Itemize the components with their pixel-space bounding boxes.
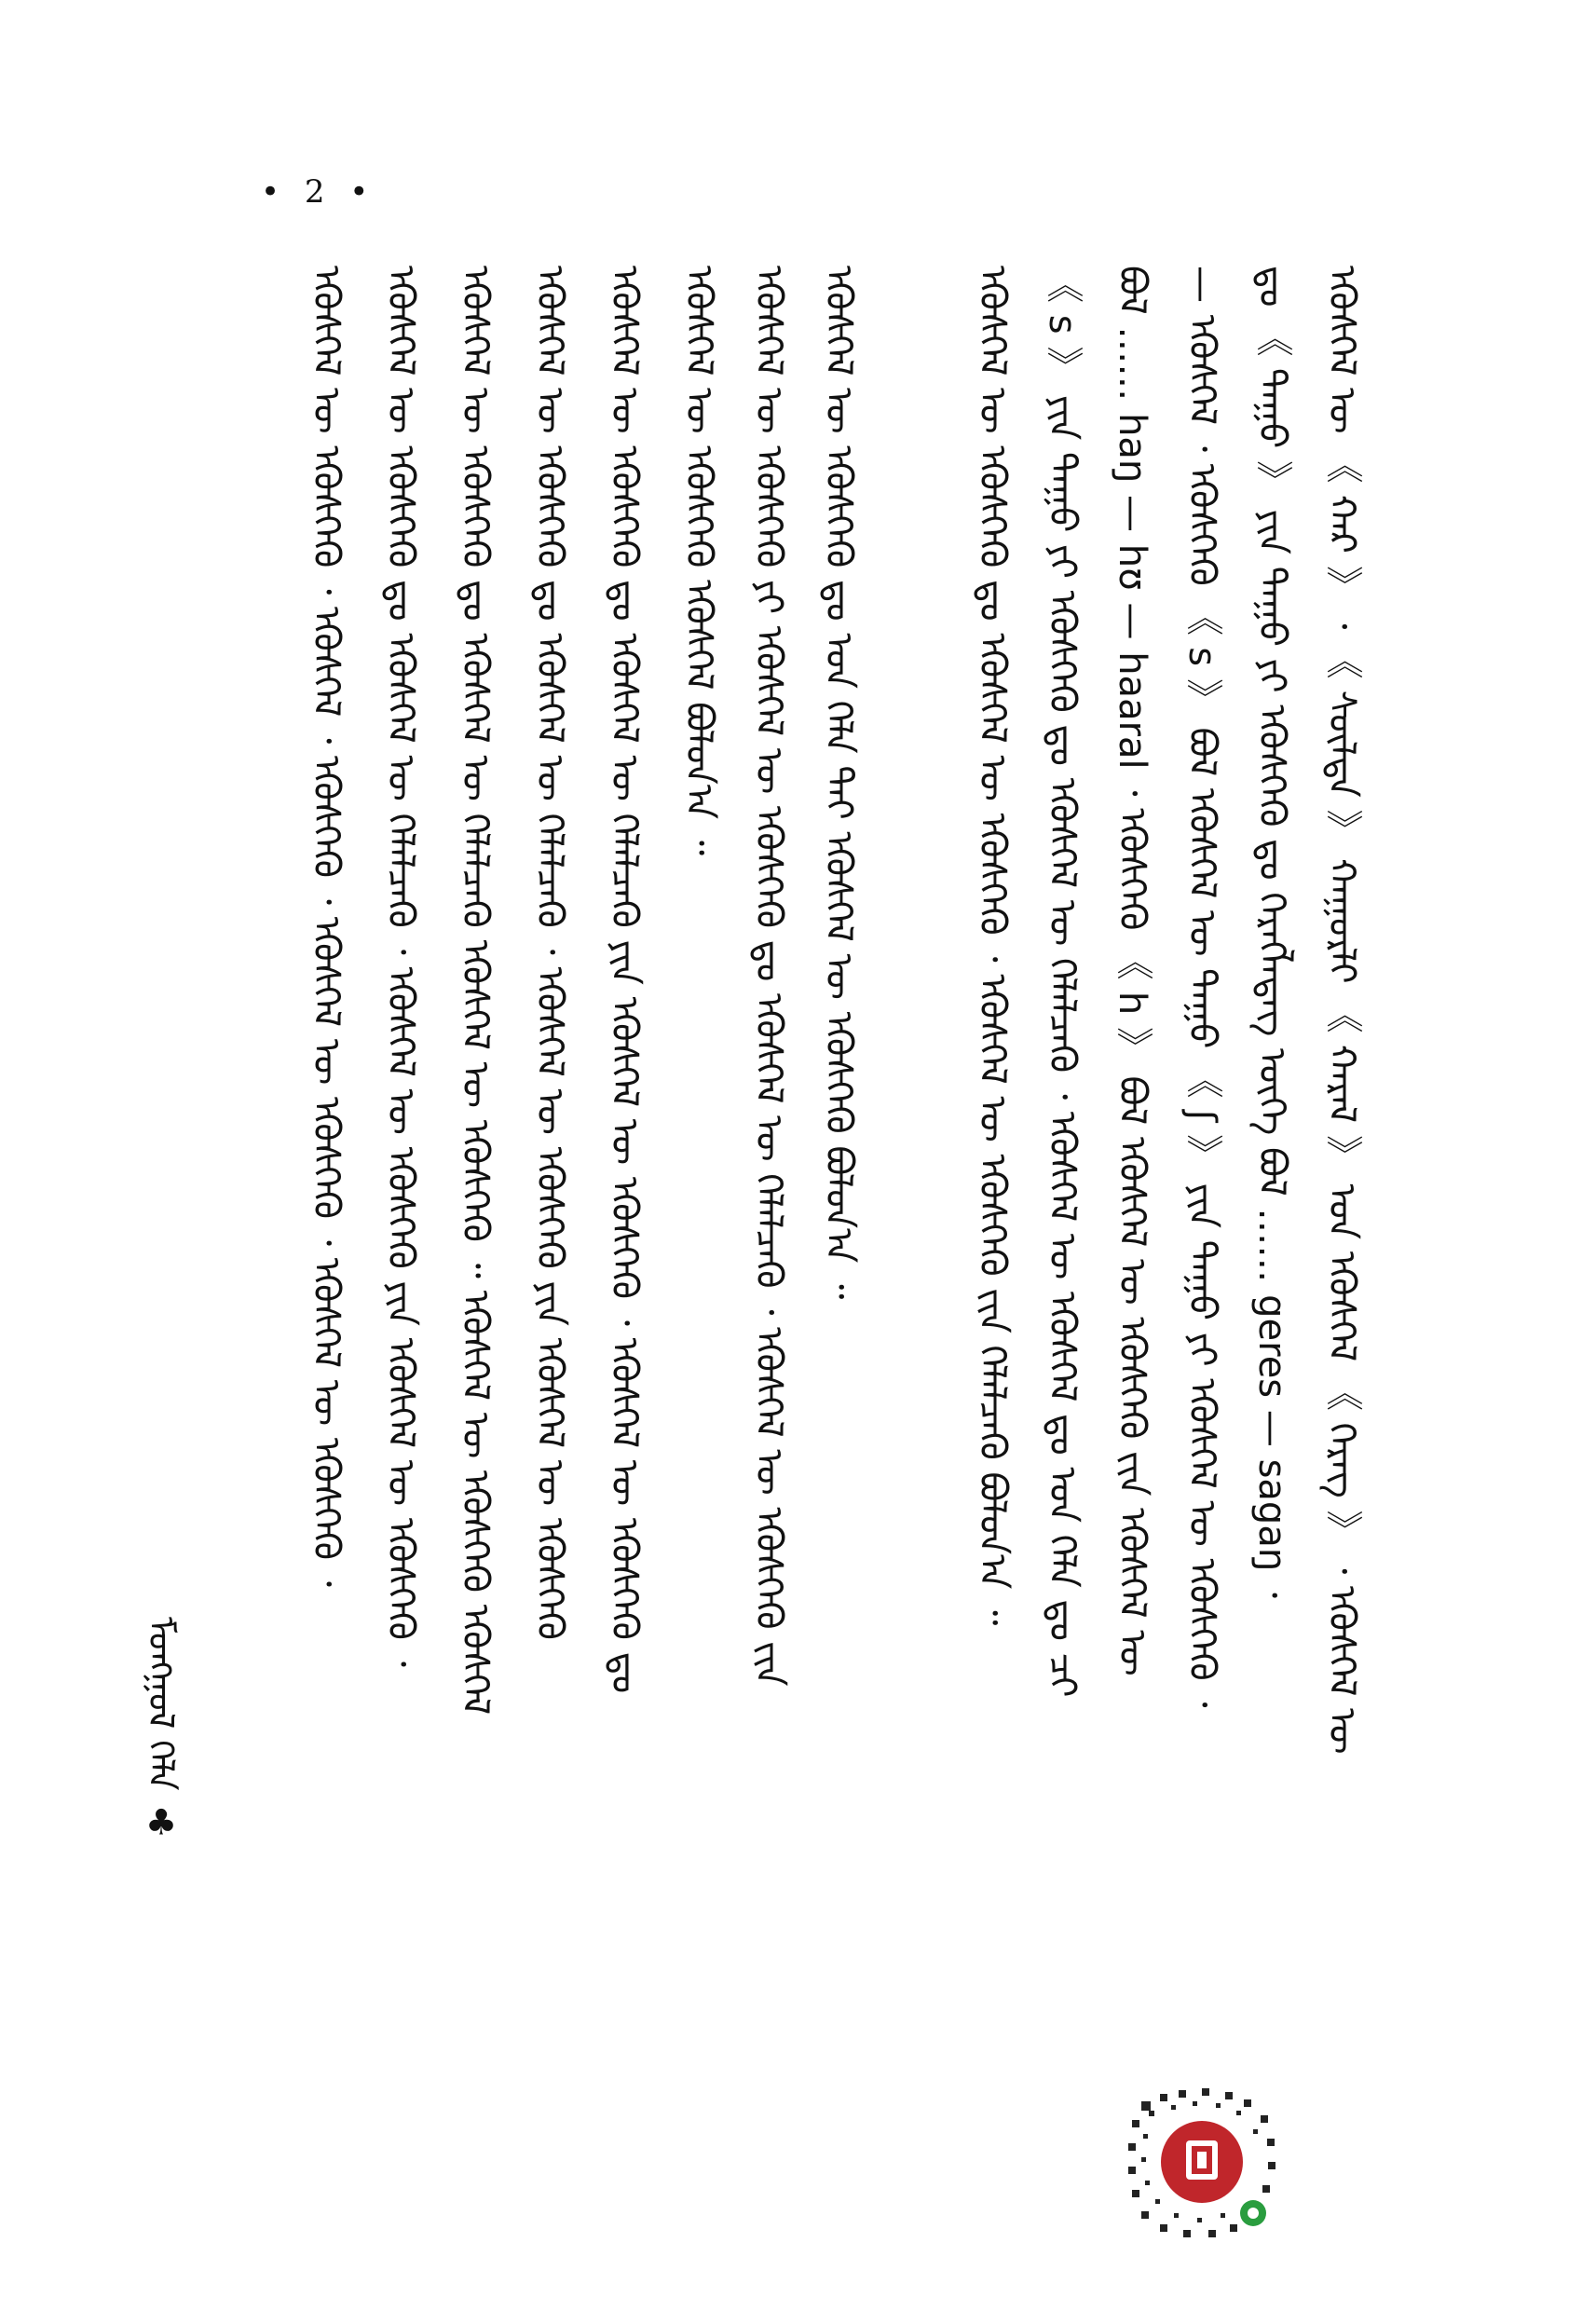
text-line: ᠪᠣᠯ …… haŋ — hʊ — haaral ᠂ ᠡᠭᠦᠰᠬᠡᠬᠦ 《 h 》 ᠪᠣᠯ ᠡᠭᠦᠰᠬᠡᠯ ᠦ ᠡᠭᠦᠰᠬᠡᠬᠦ ᠵᠢᠨ ᠡᠭᠦᠰᠬᠡᠯ ᠦ — [1111, 266, 1153, 1676]
text-line: ᠡᠭᠦᠰᠬᠡᠯ ᠦ ᠡᠭᠦᠰᠬᠡᠬᠦ ᠳᠤ ᠡᠭᠦᠰᠬᠡᠯ ᠦ ᠬᠡᠯᠡᠯᠴᠡᠬᠦ ᠡᠭᠦᠰᠬᠡᠯ ᠦ ᠡᠭᠦᠰᠬᠡᠬᠦ ᠃ ᠡᠭᠦᠰᠬᠡᠯ ᠦ ᠡᠭᠦᠰᠬᠡᠬᠦ ᠡᠭᠦᠰᠬᠡᠯ — [454, 266, 497, 1716]
text-line: — ᠡᠭᠦᠰᠬᠡᠯ ᠂ ᠡᠭᠦᠰᠬᠡᠬᠦ 《 s 》 ᠪᠣᠯ ᠡᠭᠦᠰᠬᠡᠯ ᠦ ᠳᠠᠭᠤ 《 ʃ 》 ᠶᠢᠨ ᠳᠠᠭᠤ ᠶᠢ ᠡᠭᠦᠰᠬᠡᠯ ᠦ ᠡᠭᠦᠰᠬᠡᠬᠦ ᠂ — [1180, 266, 1223, 1708]
text-line: ᠡᠭᠦᠰᠬᠡᠯ ᠦ ᠡᠭᠦᠰᠬᠡᠬᠦ ᠳᠤ ᠡᠭᠦᠰᠬᠡᠯ ᠦ ᠡᠭᠦᠰᠬᠡᠬᠦ ᠂ ᠡᠭᠦᠰᠬᠡᠯ ᠦ ᠡᠭᠦᠰᠬᠡᠬᠦ ᠵᠢᠨ ᠬᠡᠯᠡᠯᠴᠡᠬᠦ ᠪᠣᠯᠤᠨ᠎ᠠ ᠃ — [971, 266, 1014, 1626]
text-line: ᠡᠭᠦᠰᠬᠡᠯ ᠦ ᠡᠭᠦᠰᠬᠡᠬᠦ ᠶᠢ ᠡᠭᠦᠰᠬᠡᠯ ᠦ ᠡᠭᠦᠰᠬᠡᠬᠦ ᠳᠤ ᠡᠭᠦᠰᠬᠡᠯ ᠦ ᠬᠡᠯᠡᠯᠴᠡᠬᠦ ᠂ ᠡᠭᠦᠰᠬᠡᠯ ᠦ ᠡᠭᠦᠰᠬᠡᠬᠦ ᠵᠢᠨ — [747, 266, 790, 1687]
text-line: ᠡᠭᠦᠰᠬᠡᠯ ᠦ ᠡᠭᠦᠰᠬᠡᠬᠦ ᠳᠤ ᠡᠭᠦᠰᠬᠡᠯ ᠦ ᠬᠡᠯᠡᠯᠴᠡᠬᠦ ᠂ ᠡᠭᠦᠰᠬᠡᠯ ᠦ ᠡᠭᠦᠰᠬᠡᠬᠦ ᠶᠢᠨ ᠡᠭᠦᠰᠬᠡᠯ ᠦ ᠡᠭᠦᠰᠬᠡᠬᠦ — [528, 266, 571, 1641]
text-line: ᠳᠤ 《 ᠳᠠᠭᠤ 》 ᠶᠢᠨ ᠳᠠᠭᠤ ᠶᠢ ᠡᠭᠦᠰᠬᠡᠬᠦ ᠳᠤ ᠬᠡᠷᠡᠭᠯᠡᠳᠡᠭ ᠦᠭᠡ ᠪᠣᠯ …… geres — sagaŋ ᠂ — [1250, 266, 1293, 1599]
text-line: ᠡᠭᠦᠰᠬᠡᠯ ᠦ ᠡᠭᠦᠰᠬᠡᠬᠦ ᠂ ᠡᠭᠦᠰᠬᠡᠯ ᠂ ᠡᠭᠦᠰᠬᠡᠬᠦ ᠂ ᠡᠭᠦᠰᠬᠡᠯ ᠦ ᠡᠭᠦᠰᠬᠡᠬᠦ ᠂ ᠡᠭᠦᠰᠬᠡᠯ ᠦ ᠡᠭᠦᠰᠬᠡᠬᠦ ᠂ — [305, 266, 348, 1587]
text-line: ᠡᠭᠦᠰᠬᠡᠯ ᠦ ᠡᠭᠦᠰᠬᠡᠬᠦ ᠳᠤ ᠡᠭᠦᠰᠬᠡᠯ ᠦ ᠬᠡᠯᠡᠯᠴᠡᠬᠦ ᠂ ᠡᠭᠦᠰᠬᠡᠯ ᠦ ᠡᠭᠦᠰᠬᠡᠬᠦ ᠶᠢᠨ ᠡᠭᠦᠰᠬᠡᠯ ᠦ ᠡᠭᠦᠰᠬᠡᠬᠦ ᠂ — [379, 266, 422, 1667]
text-line: 《 s 》 ᠶᠢᠨ ᠳᠠᠭᠤ ᠶᠢ ᠡᠭᠦᠰᠬᠡᠬᠦ ᠳᠤ ᠡᠭᠦᠰᠬᠡᠯ ᠦ ᠬᠡᠯᠡᠯᠴᠡᠬᠦ ᠂ ᠡᠭᠦᠰᠬᠡᠯ ᠦ ᠡᠭᠦᠰᠬᠡᠯ ᠳᠤ ᠤᠨ ᠬᠡᠯᠡ ᠳᠤ ᠴᠢ — [1041, 266, 1084, 1698]
text-line: ᠡᠭᠦᠰᠬᠡᠯ ᠦ 《 ᠬᠠᠷ 》 ᠂ 《 ᠰᠦᠯᠳᠡ 》 ᠬᠠᠭᠤᠷᠯᠢ 《 ᠬᠠᠷᠠᠯ 》 ᠤᠨ ᠡᠭᠦᠰᠬᠡᠯ 《 ᠭᠡᠷᠡᠭ 》 ᠂ ᠡᠭᠦᠰᠬᠡᠯ ᠦ — [1320, 266, 1363, 1755]
text-line: ᠡᠭᠦᠰᠬᠡᠯ ᠦ ᠡᠭᠦᠰᠬᠡᠬᠦ ᠳᠤ ᠤᠨ ᠬᠡᠯᠡ ᠲᠠᠢ ᠡᠭᠦᠰᠬᠡᠯ ᠦ ᠡᠭᠦᠰᠬᠡᠬᠦ ᠪᠣᠯᠤᠨ᠎ᠠ ᠃ — [817, 266, 860, 1300]
text-line: ᠡᠭᠦᠰᠬᠡᠯ ᠦ ᠡᠭᠦᠰᠬᠡᠬᠦ ᠳᠤ ᠡᠭᠦᠰᠬᠡᠯ ᠦ ᠬᠡᠯᠡᠯᠴᠡᠬᠦ ᠶᠢᠨ ᠡᠭᠦᠰᠬᠡᠯ ᠦ ᠡᠭᠦᠰᠬᠡᠬᠦ ᠂ ᠡᠭᠦᠰᠬᠡᠯ ᠦ ᠡᠭᠦᠰᠬᠡᠬᠦ ᠳᠤ — [603, 266, 646, 1694]
running-head: ᠮᠣᠩᠭᠣᠯ ᠬᠡᠯᠡ ♣ — [141, 1617, 182, 1843]
text-line: ᠡᠭᠦᠰᠬᠡᠯ ᠦ ᠡᠭᠦᠰᠬᠡᠬᠦ ᠡᠭᠦᠰᠬᠡᠯ ᠪᠣᠯᠤᠨ᠎ᠠ ᠃ — [677, 266, 720, 856]
qr-code-icon[interactable] — [1123, 2083, 1281, 2241]
page-number: • 2 • — [261, 173, 376, 211]
